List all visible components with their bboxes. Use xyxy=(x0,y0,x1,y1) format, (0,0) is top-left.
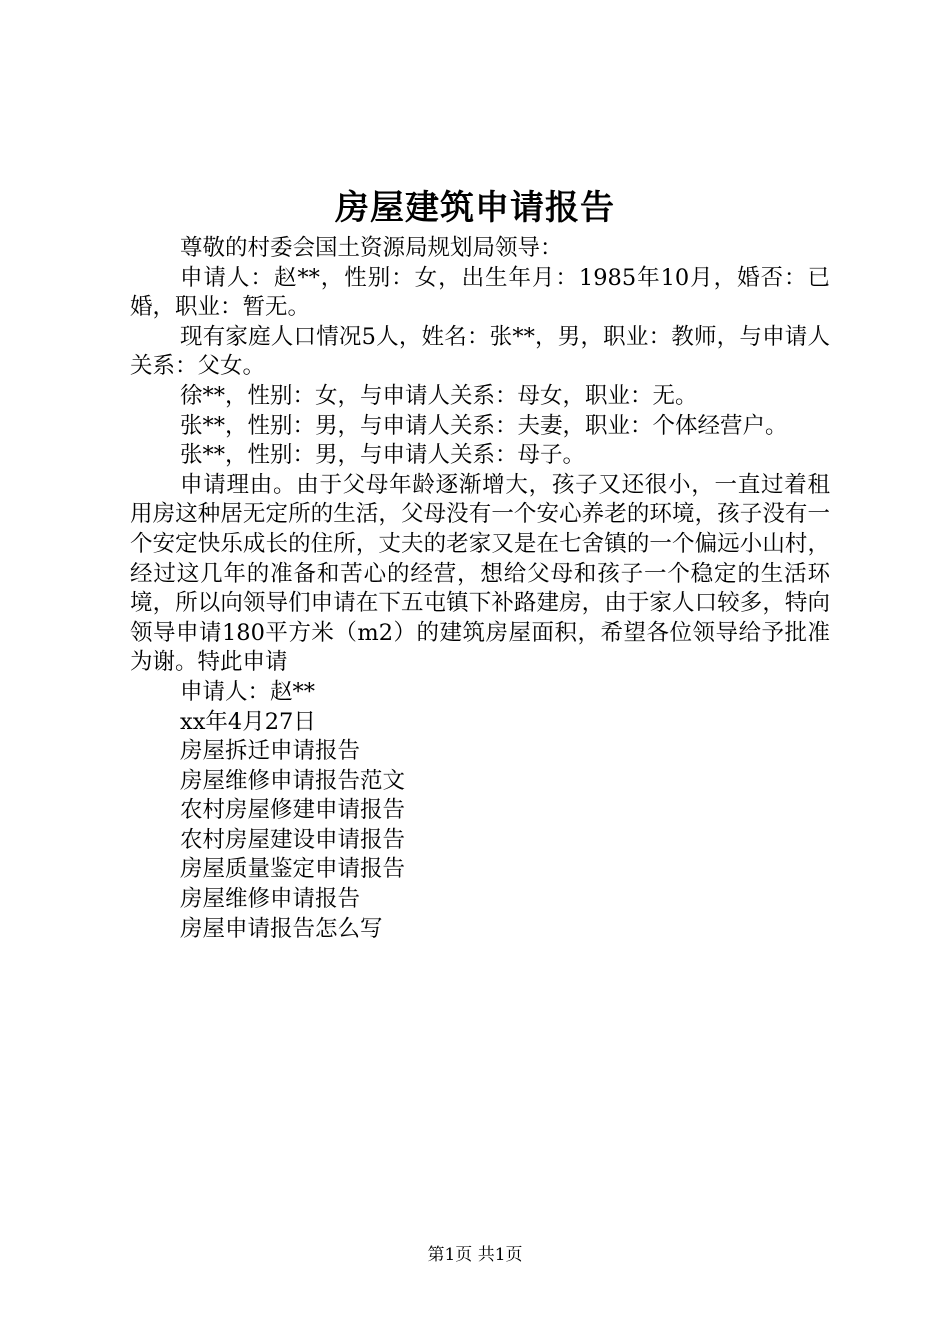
reason-paragraph: 申请理由。由于父母年龄逐渐增大，孩子又还很小，一直过着租用房这种居无定所的生活，父母没有一个安心养老的环境，孩子没有一个安定快乐成长的住所，丈夫的老家又是在七舍镇的一个偏远小山村，经过这几年的准备和苦心的经营，想给父母和孩子一个稳定的生活环境，所以向领导们申请在下五屯镇下补路建房，由于家人口较多，特向领导申请180平方米（m2）的建筑房屋面积，希望各位领导给予批准为谢。特此申请 xyxy=(130,471,830,676)
related-title: 房屋申请报告怎么写 xyxy=(180,915,383,942)
family-member-paragraph: 张**，性别：男，与申请人关系：母子。 xyxy=(180,442,586,469)
salutation: 尊敬的村委会国土资源局规划局领导： xyxy=(180,235,563,261)
related-title: 农村房屋建设申请报告 xyxy=(180,826,406,853)
family-paragraph: 现有家庭人口情况5人，姓名：张**，男，职业：教师，与申请人关系：父女。 xyxy=(130,323,830,380)
page-footer: 第1页 共1页 xyxy=(427,1245,523,1265)
related-title: 房屋维修申请报告范文 xyxy=(180,767,406,794)
applicant-paragraph: 申请人：赵**，性别：女，出生年月：1985年10月，婚否：已婚，职业：暂无。 xyxy=(130,264,830,321)
date: xx年4月27日 xyxy=(180,708,316,735)
document-body xyxy=(130,234,830,944)
family-member-paragraph: 徐**，性别：女，与申请人关系：母女，职业：无。 xyxy=(180,382,698,409)
related-title: 房屋质量鉴定申请报告 xyxy=(180,856,406,883)
page-title: 房屋建筑申请报告 xyxy=(335,188,615,228)
related-title: 农村房屋修建申请报告 xyxy=(180,797,406,824)
family-member-paragraph: 张**，性别：男，与申请人关系：夫妻，职业：个体经营户。 xyxy=(180,412,788,439)
signature: 申请人：赵** xyxy=(180,678,316,705)
related-title: 房屋拆迁申请报告 xyxy=(180,738,361,765)
related-title: 房屋维修申请报告 xyxy=(180,886,361,913)
